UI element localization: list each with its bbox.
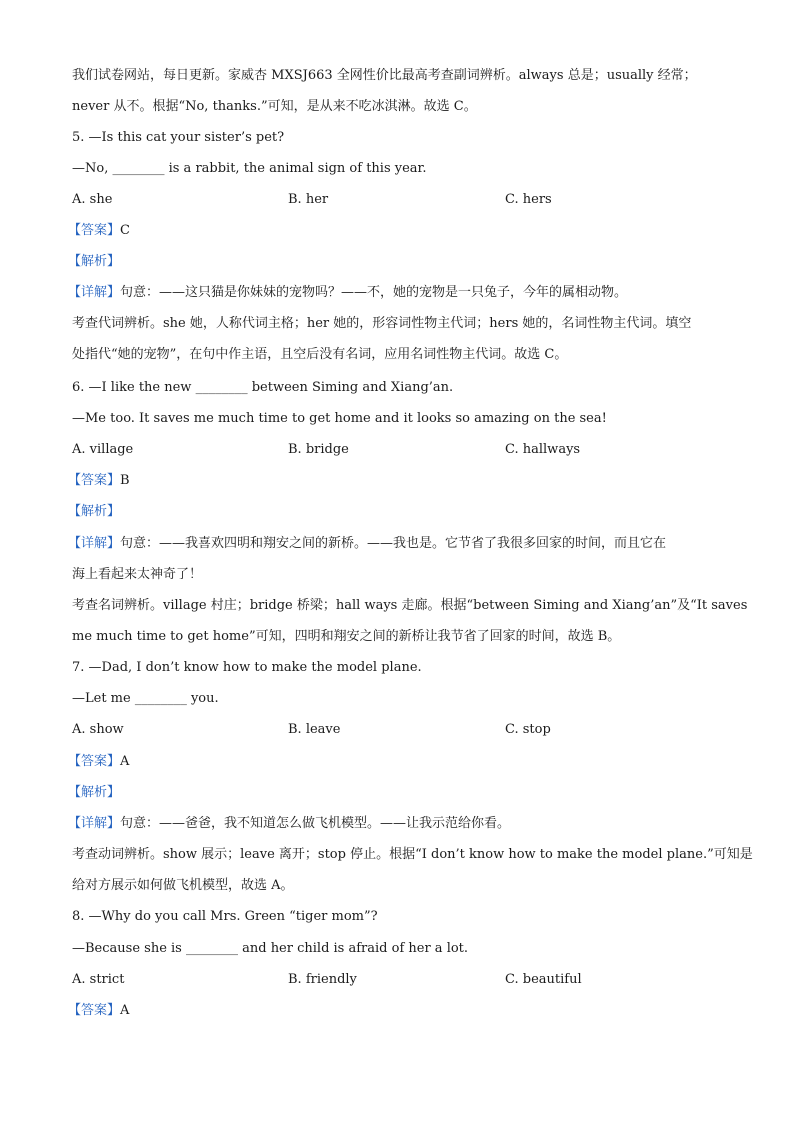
question-5-explain-line-2: 处指代“她的宠物”，在句中作主语，且空后没有名词，应用名词性物主代词。故选 C。: [72, 347, 568, 362]
question-7-explain-line-1: 考查动词辨析。show 展示；leave 离开；stop 停止。根据“I don’t know how to make the model plane.”可知是: [72, 847, 753, 862]
question-7-option-a: A. show: [72, 722, 124, 737]
question-6-line-1: 6. —I like the new ________ between Siming and Xiang’an.: [72, 380, 454, 395]
question-7-option-b: B. leave: [288, 722, 341, 737]
question-7-detail: [68, 814, 510, 834]
detail-text: 句意：——我喜欢四明和翔安之间的新桥。——我也是。它节省了我很多回家的时间，而且它在: [120, 536, 667, 551]
question-6-option-c: C. hallways: [505, 442, 581, 457]
question-6-line-2: —Me too. It saves me much time to get home and it looks so amazing on the sea!: [72, 411, 607, 426]
question-5-answer: [68, 221, 130, 241]
question-6-option-b: B. bridge: [288, 442, 349, 457]
question-7-answer: [68, 752, 129, 772]
answer-value: B: [120, 473, 130, 488]
question-6-analysis-tag: 【解析】: [68, 504, 121, 519]
question-7-line-1: 7. —Dad, I don’t know how to make the model plane.: [72, 660, 422, 675]
question-7-option-c: C. stop: [505, 722, 551, 737]
question-5-option-c: C. hers: [505, 192, 552, 207]
question-7-analysis-tag: 【解析】: [68, 785, 121, 800]
question-5-analysis-tag: 【解析】: [68, 254, 121, 269]
question-7-line-2: —Let me ________ you.: [72, 691, 219, 706]
question-6-detail: [68, 534, 666, 554]
question-6-explain-line-2: me much time to get home”可知，四明和翔安之间的新桥让我节省了回家的时间，故选 B。: [72, 629, 621, 644]
intro-line-2: never 从不。根据“No, thanks.”可知，是从来不吃冰淇淋。故选 C。: [72, 99, 477, 114]
intro-line-1: 我们试卷网站，每日更新。家威杏 MXSJ663 全网性价比最高考查副词辨析。always 总是；usually 经常；: [72, 68, 697, 83]
answer-tag: 【答案】: [68, 473, 121, 488]
question-8-option-b: B. friendly: [288, 972, 357, 987]
question-8-answer: [68, 1001, 129, 1021]
question-7-explain-line-2: 给对方展示如何做飞机模型，故选 A。: [72, 878, 294, 893]
question-5-option-a: A. she: [72, 192, 113, 207]
question-5-detail: [68, 283, 627, 303]
question-8-option-c: C. beautiful: [505, 972, 582, 987]
question-5-option-b: B. her: [288, 192, 329, 207]
question-5-line-2: —No, ________ is a rabbit, the animal sign of this year.: [72, 161, 427, 176]
question-6-answer: [68, 471, 130, 491]
detail-text: 句意：——爸爸，我不知道怎么做飞机模型。——让我示范给你看。: [120, 816, 511, 831]
answer-tag: 【答案】: [68, 754, 121, 769]
answer-tag: 【答案】: [68, 1003, 121, 1018]
question-6-explain-line-1: 考查名词辨析。village 村庄；bridge 桥梁；hall ways 走廊。根据“between Siming and Xiang’an”及“It saves: [72, 598, 748, 613]
question-8-line-1: 8. —Why do you call Mrs. Green “tiger mom”?: [72, 909, 378, 924]
detail-tag: 【详解】: [68, 285, 121, 300]
answer-value: C: [120, 223, 130, 238]
question-5-line-1: 5. —Is this cat your sister’s pet?: [72, 130, 285, 145]
question-6-detail-line-2: 海上看起来太神奇了！: [72, 567, 203, 582]
answer-value: A: [120, 1003, 130, 1018]
question-8-option-a: A. strict: [72, 972, 125, 987]
question-6-option-a: A. village: [72, 442, 134, 457]
detail-tag: 【详解】: [68, 536, 121, 551]
answer-value: A: [120, 754, 130, 769]
detail-text: 句意：——这只猫是你妹妹的宠物吗？——不，她的宠物是一只兔子，今年的属相动物。: [120, 285, 628, 300]
question-8-line-2: —Because she is ________ and her child is afraid of her a lot.: [72, 941, 469, 956]
question-5-explain-line-1: 考查代词辨析。she 她，人称代词主格；her 她的，形容词性物主代词；hers 她的，名词性物主代词。填空: [72, 316, 692, 331]
answer-tag: 【答案】: [68, 223, 121, 238]
detail-tag: 【详解】: [68, 816, 121, 831]
